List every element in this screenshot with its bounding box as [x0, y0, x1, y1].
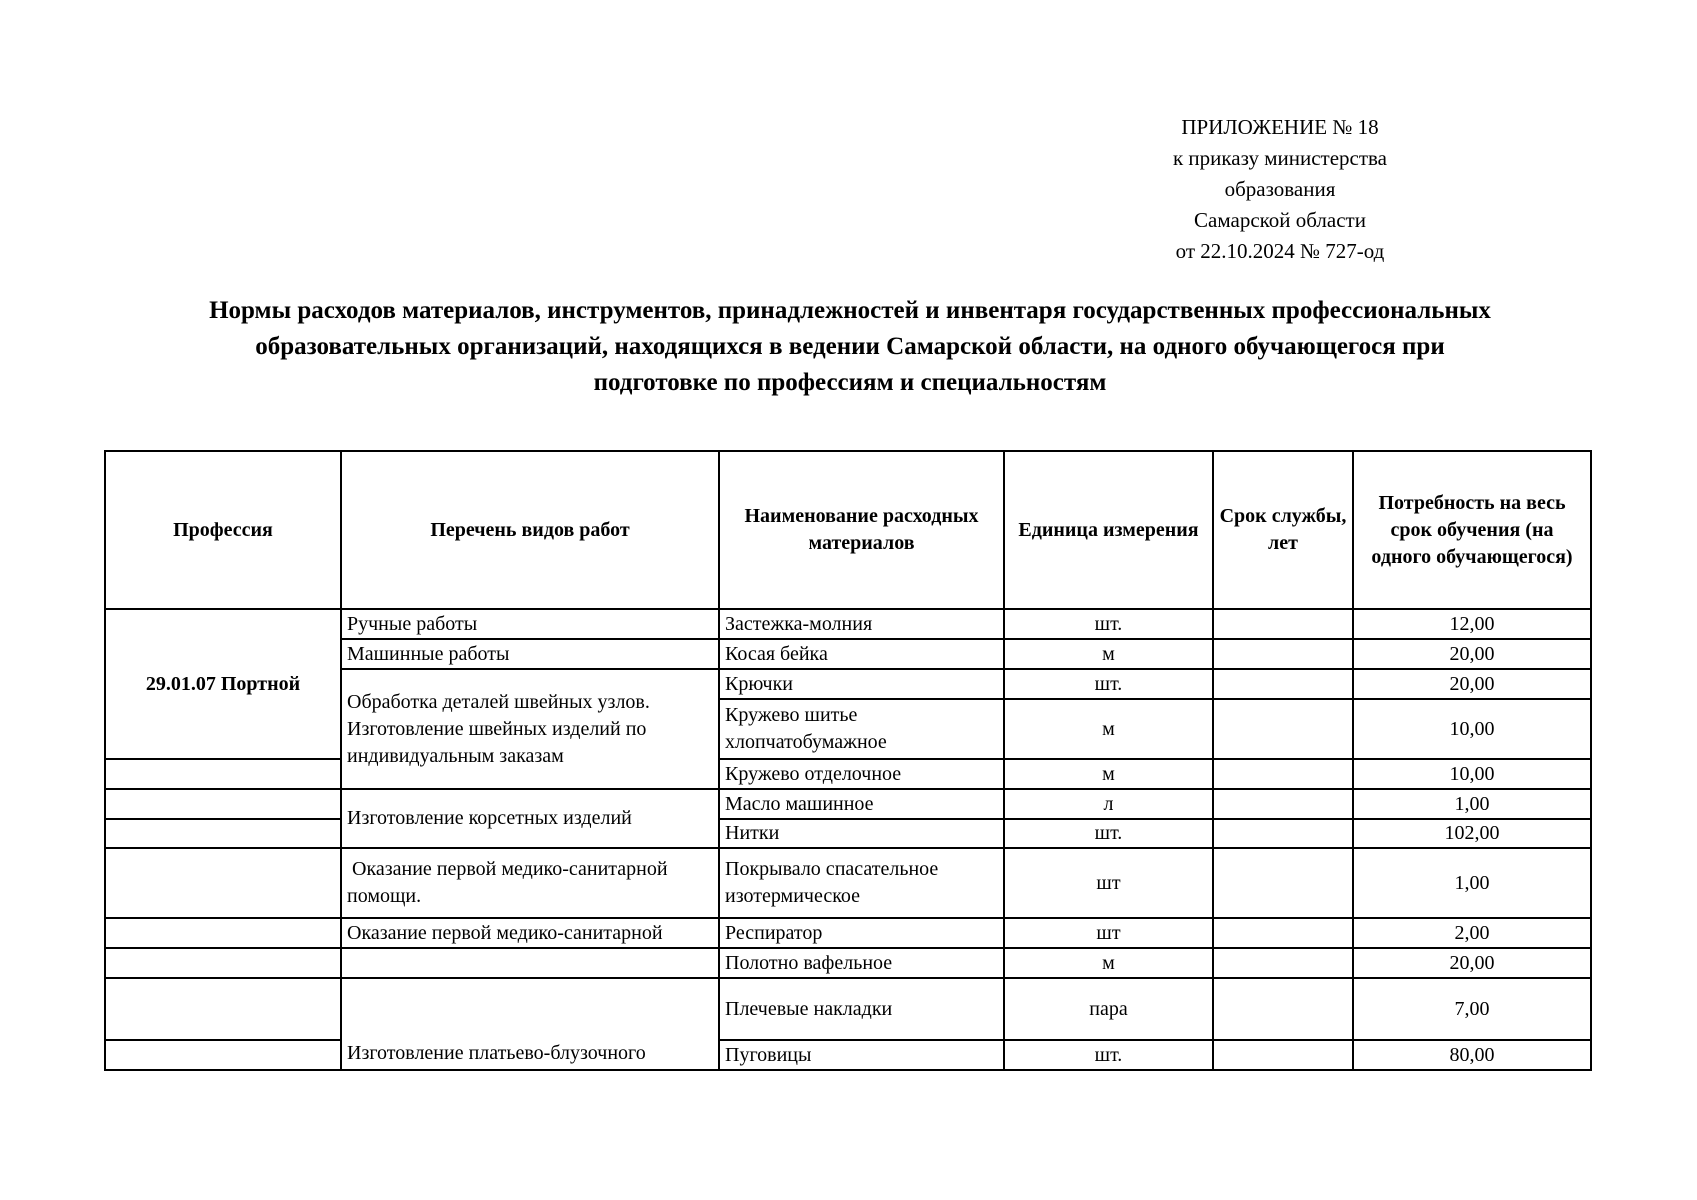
title-line: образовательных организаций, находящихся в ведении Самарской области, на одного обучающегося при [255, 333, 1445, 360]
table-row [105, 789, 1591, 819]
need-cell: 12,00 [1353, 609, 1591, 639]
service-life-cell [1213, 699, 1353, 759]
profession-empty-cell [105, 918, 341, 948]
profession-empty-cell [105, 759, 341, 789]
need-cell: 1,00 [1353, 789, 1591, 819]
appendix-date-line: от 22.10.2024 № 727-од [1175, 239, 1385, 263]
table-header-row [105, 451, 1591, 609]
profession-cell: 29.01.07 Портной [105, 609, 341, 759]
table-row [105, 948, 1591, 978]
need-cell: 80,00 [1353, 1040, 1591, 1070]
service-life-cell [1213, 789, 1353, 819]
works-cell: Ручные работы [341, 609, 719, 639]
appendix-number: ПРИЛОЖЕНИЕ № 18 [1181, 115, 1379, 139]
material-cell: Полотно вафельное [719, 948, 1004, 978]
service-life-cell [1213, 609, 1353, 639]
service-life-cell [1213, 978, 1353, 1040]
document-title [60, 293, 1640, 401]
profession-empty-cell [105, 789, 341, 819]
profession-empty-cell [105, 978, 341, 1040]
material-cell: Пуговицы [719, 1040, 1004, 1070]
need-cell: 10,00 [1353, 759, 1591, 789]
works-empty-cell [341, 948, 719, 978]
header-service-life: Срок службы, лет [1213, 451, 1353, 609]
unit-cell: м [1004, 759, 1213, 789]
unit-cell: л [1004, 789, 1213, 819]
material-cell: Покрывало спасательное изотермическое [719, 848, 1004, 918]
unit-cell: шт. [1004, 819, 1213, 848]
table-row [105, 609, 1591, 639]
service-life-cell [1213, 759, 1353, 789]
unit-cell: шт [1004, 848, 1213, 918]
table-row [105, 759, 1591, 789]
unit-cell: шт. [1004, 669, 1213, 699]
appendix-reference [1140, 112, 1420, 267]
material-cell: Крючки [719, 669, 1004, 699]
unit-cell: шт. [1004, 1040, 1213, 1070]
works-cell: Машинные работы [341, 639, 719, 669]
material-cell: Респиратор [719, 918, 1004, 948]
unit-cell: шт. [1004, 609, 1213, 639]
material-cell: Нитки [719, 819, 1004, 848]
need-cell: 1,00 [1353, 848, 1591, 918]
header-profession: Профессия [105, 451, 341, 609]
service-life-cell [1213, 848, 1353, 918]
need-cell: 20,00 [1353, 948, 1591, 978]
material-cell: Кружево шитье хлопчатобумажное [719, 699, 1004, 759]
header-need: Потребность на весь срок обучения (на одного обучающегося) [1353, 451, 1591, 609]
works-cell: Оказание первой медико-санитарной [341, 918, 719, 948]
service-life-cell [1213, 918, 1353, 948]
need-cell: 102,00 [1353, 819, 1591, 848]
service-life-cell [1213, 639, 1353, 669]
material-cell: Кружево отделочное [719, 759, 1004, 789]
service-life-cell [1213, 819, 1353, 848]
table-row [105, 848, 1591, 918]
profession-empty-cell [105, 848, 341, 918]
norms-table [104, 450, 1592, 1071]
unit-cell: шт [1004, 918, 1213, 948]
unit-cell: м [1004, 948, 1213, 978]
works-cell: Изготовление платьево-блузочного [341, 978, 719, 1070]
works-cell: Обработка деталей швейных узлов. Изготовление швейных изделий по индивидуальным заказам [341, 669, 719, 789]
table-row [105, 918, 1591, 948]
appendix-region-line: Самарской области [1194, 208, 1366, 232]
unit-cell: м [1004, 699, 1213, 759]
works-cell: Оказание первой медико-санитарной помощи. [341, 848, 719, 918]
table-row [105, 978, 1591, 1040]
profession-empty-cell [105, 948, 341, 978]
material-cell: Косая бейка [719, 639, 1004, 669]
profession-empty-cell [105, 819, 341, 848]
header-unit: Единица измерения [1004, 451, 1213, 609]
header-material: Наименование расходных материалов [719, 451, 1004, 609]
material-cell: Масло машинное [719, 789, 1004, 819]
need-cell: 10,00 [1353, 699, 1591, 759]
header-works: Перечень видов работ [341, 451, 719, 609]
profession-empty-cell [105, 1040, 341, 1070]
appendix-order-line: к приказу министерства [1172, 146, 1388, 170]
title-line: подготовке по профессиям и специальностям [593, 369, 1107, 396]
need-cell: 20,00 [1353, 669, 1591, 699]
table-row [105, 819, 1591, 848]
material-cell: Застежка-молния [719, 609, 1004, 639]
works-cell: Изготовление корсетных изделий [341, 789, 719, 848]
service-life-cell [1213, 669, 1353, 699]
need-cell: 20,00 [1353, 639, 1591, 669]
need-cell: 2,00 [1353, 918, 1591, 948]
unit-cell: пара [1004, 978, 1213, 1040]
service-life-cell [1213, 948, 1353, 978]
material-cell: Плечевые накладки [719, 978, 1004, 1040]
table-row [105, 1040, 1591, 1070]
appendix-ministry-line: образования [1224, 177, 1336, 201]
need-cell: 7,00 [1353, 978, 1591, 1040]
unit-cell: м [1004, 639, 1213, 669]
service-life-cell [1213, 1040, 1353, 1070]
title-line: Нормы расходов материалов, инструментов, принадлежностей и инвентаря государственных профессиональных [209, 297, 1491, 324]
